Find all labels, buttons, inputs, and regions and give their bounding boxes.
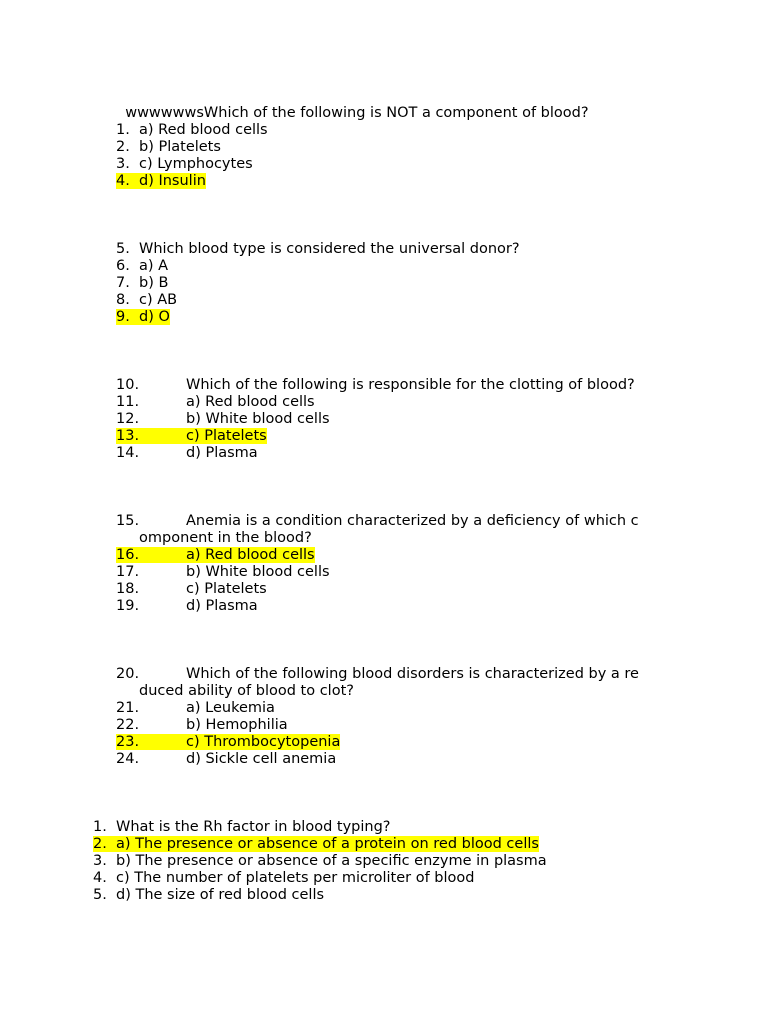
list-item: 21. a) Leukemia <box>116 700 275 716</box>
list-item-highlighted: 16. a) Red blood cells <box>116 547 315 563</box>
list-item: 17. b) White blood cells <box>116 564 330 580</box>
list-item-highlighted: 23. c) Thrombocytopenia <box>116 734 341 750</box>
list-item: 7. b) B <box>116 275 169 291</box>
list-item: 3. b) The presence or absence of a specific enzyme in plasma <box>93 853 547 869</box>
list-item: 1. What is the Rh factor in blood typing? <box>93 819 391 835</box>
list-item: 24. d) Sickle cell anemia <box>116 751 337 767</box>
list-item: 2. b) Platelets <box>116 139 221 155</box>
list-item-highlighted: 9. d) O <box>116 309 170 325</box>
list-item: 1. a) Red blood cells <box>116 122 268 138</box>
intro-question <box>116 88 589 122</box>
intro-question-text: wwwwwwsWhich of the following is NOT a component of blood? <box>125 105 589 121</box>
question-line-continued: duced ability of blood to clot? <box>139 683 354 699</box>
list-item-highlighted: 4. d) Insulin <box>116 173 206 189</box>
list-item: 14. d) Plasma <box>116 445 258 461</box>
list-item: 6. a) A <box>116 258 169 274</box>
list-item: 11. a) Red blood cells <box>116 394 315 410</box>
list-item: 3. c) Lymphocytes <box>116 156 253 172</box>
list-item: 22. b) Hemophilia <box>116 717 288 733</box>
list-item-highlighted: 2. a) The presence or absence of a protein on red blood cells <box>93 836 539 852</box>
list-item: 8. c) AB <box>116 292 178 308</box>
list-item-highlighted: 13. c) Platelets <box>116 428 267 444</box>
list-item: 10. Which of the following is responsible for the clotting of blood? <box>116 377 635 393</box>
list-item: 5. d) The size of red blood cells <box>93 887 325 903</box>
question-line-continued: omponent in the blood? <box>139 530 312 546</box>
question-line: 20. Which of the following blood disorders is characterized by a re <box>116 666 639 682</box>
list-item: 19. d) Plasma <box>116 598 258 614</box>
list-item: 4. c) The number of platelets per microliter of blood <box>93 870 475 886</box>
list-item: 18. c) Platelets <box>116 581 267 597</box>
question-line: 15. Anemia is a condition characterized by a deficiency of which c <box>116 513 639 529</box>
list-item: 5. Which blood type is considered the universal donor? <box>116 241 520 257</box>
list-item: 12. b) White blood cells <box>116 411 330 427</box>
